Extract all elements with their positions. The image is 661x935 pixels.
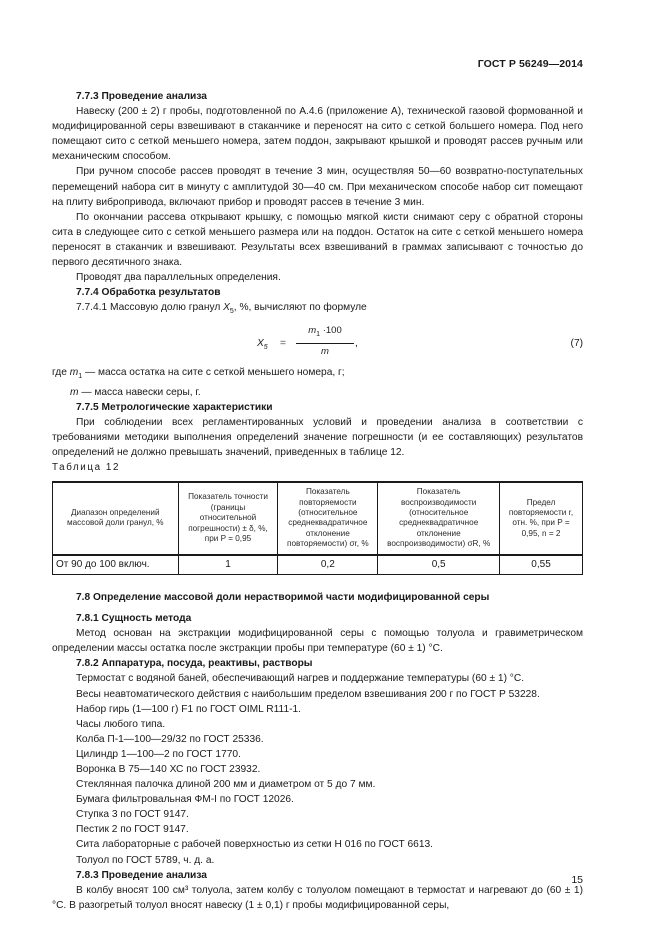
paragraph: Метод основан на экстракции модифицированной серы с помощью толуола и гравиметрическом определении массы остатка после экстракции пробы при температуре (60 ± 1) °С.: [52, 628, 583, 655]
table-cell: 0,2: [278, 555, 378, 575]
table-cell: 1: [178, 555, 278, 575]
table-12-caption: Таблица 12: [52, 462, 121, 474]
list-item: Стеклянная палочка длиной 200 мм и диаметром от 5 до 7 мм.: [76, 779, 376, 791]
formula-comma: ,: [355, 338, 358, 350]
paragraph: В колбу вносят 100 см³ толуола, затем колбу с толуолом помещают в термостат и нагревают до (60 ± 1) °С. В разогретый толуол вносят навеску (1 ± 0,1) г пробы модифицированной серы,: [52, 884, 583, 911]
table-cell: 0,55: [500, 555, 583, 575]
list-item: Бумага фильтровальная ФМ-I по ГОСТ 12026.: [76, 794, 294, 806]
list-item: Пестик 2 по ГОСТ 9147.: [76, 824, 189, 836]
list-item: Толуол по ГОСТ 5789, ч. д. а.: [76, 854, 215, 866]
formula-equals: =: [280, 338, 286, 350]
table-header-cell: Показатель точности (границы относительной погрешности) ± δ, %, при P = 0,95: [178, 482, 278, 554]
section-7-8-heading: 7.8 Определение массовой доли нерастворимой части модифицированной серы: [76, 591, 490, 603]
formula-fraction: [296, 323, 354, 359]
list-item: Набор гирь (1—100 г) F1 по ГОСТ OIML R111-1.: [76, 703, 302, 715]
list-item: Колба П-1—100—29/32 по ГОСТ 25336.: [76, 733, 264, 745]
formula-number: (7): [570, 338, 583, 350]
list-item: Термостат с водяной баней, обеспечивающий нагрев и поддержание температуры (60 ± 1) °С.: [76, 673, 525, 685]
section-7-8-2-heading: 7.8.2 Аппаратура, посуда, реактивы, растворы: [76, 658, 313, 670]
document-id-header: ГОСТ Р 56249—2014: [477, 58, 583, 70]
section-7-8-3-heading: 7.8.3 Проведение анализа: [76, 869, 207, 881]
table-cell: 0,5: [378, 555, 500, 575]
list-item: Ступка 3 по ГОСТ 9147.: [76, 809, 189, 821]
table-12: [52, 481, 583, 575]
paragraph: При соблюдении всех регламентированных условий и проведении анализа в соответствии с требованиями методики выполнения определений значение погрешности (и ее составляющих) результатов определений не должно превышать значений, приведенных в таблице 12.: [52, 416, 583, 458]
formula-denominator: m: [321, 346, 329, 358]
section-7-7-4-heading: 7.7.4 Обработка результатов: [76, 287, 221, 299]
formula-numerator: $m_1 \cdot 100$: [308, 325, 342, 339]
list-item: Сита лабораторные с рабочей поверхностью из сетки Н 016 по ГОСТ 6613.: [76, 839, 434, 851]
table-row: [53, 555, 583, 575]
list-item: Цилиндр 1—100—2 по ГОСТ 1770.: [76, 748, 241, 760]
table-header-row: [53, 482, 583, 554]
section-7-7-3-heading: 7.7.3 Проведение анализа: [76, 91, 207, 102]
page-content: [52, 89, 583, 913]
list-item: Воронка В 75—140 ХС по ГОСТ 23932.: [76, 764, 261, 775]
list-item: Весы неавтоматического действия с наибольшим пределом взвешивания 200 г по ГОСТ Р 53228.: [76, 688, 540, 700]
formula-intro: 7.7.4.1 Массовую долю гранул $X_5$, %, вычисляют по формуле: [76, 302, 367, 316]
paragraph: Проводят два параллельных определения.: [76, 272, 281, 284]
table-header-cell: Показатель воспроизводимости (относительное среднеквадратичное отклонение воспроизводимости) σR, %: [378, 482, 500, 554]
page-number: 15: [571, 874, 583, 886]
where-line-1: где $m_1$ — масса остатка на сите с сеткой меньшего номера, г;: [52, 367, 345, 381]
paragraph: Навеску (200 ± 2) г пробы, подготовленной по А.4.6 (приложение А), технической газовой формованной и модифицированной серы взвешивают в стаканчике и переносят на сито с сеткой большего номера. Под него помещают сито с сеткой меньшего номера, затем поддон, закрывают крышкой и проводят рассев ручным или механическим способом.: [52, 106, 583, 163]
table-header-cell: Показатель повторяемости (относительное среднеквадратичное отклонение повторяемости) σr, %: [278, 482, 378, 554]
formula-lhs: $X_5$: [257, 338, 268, 352]
paragraph: При ручном способе рассев проводят в течение 3 мин, осуществляя 50—60 возвратно-поступательных перемещений набора сит в минуту с амплитудой 30—40 см. При механическом способе набор сит помещают на плиту вибропривода, включают прибор и проводят рассев в течение 3 мин.: [52, 166, 583, 208]
list-item: Часы любого типа.: [76, 718, 166, 730]
table-header-cell: Диапазон определений массовой доли гранул, %: [53, 482, 179, 554]
table-header-cell: Предел повторяемости r, отн. %, при P = 0,95, n = 2: [500, 482, 583, 554]
paragraph: По окончании рассева открывают крышку, с помощью мягкой кисти снимают серу с обратной стороны сита в следующее сито с сеткой меньшего размера или на поддон. Остаток на сите с сеткой меньшего номера переносят в стаканчик и взвешивают. Результаты всех взвешиваний в граммах записывают с точностью до первого десятичного знака.: [52, 211, 583, 269]
section-7-8-1-heading: 7.8.1 Сущность метода: [76, 613, 192, 625]
where-line-2: m — масса навески серы, г.: [70, 386, 201, 398]
table-cell: От 90 до 100 включ.: [53, 555, 179, 575]
formula-7: [52, 323, 583, 363]
section-7-7-5-heading: 7.7.5 Метрологические характеристики: [76, 401, 273, 413]
